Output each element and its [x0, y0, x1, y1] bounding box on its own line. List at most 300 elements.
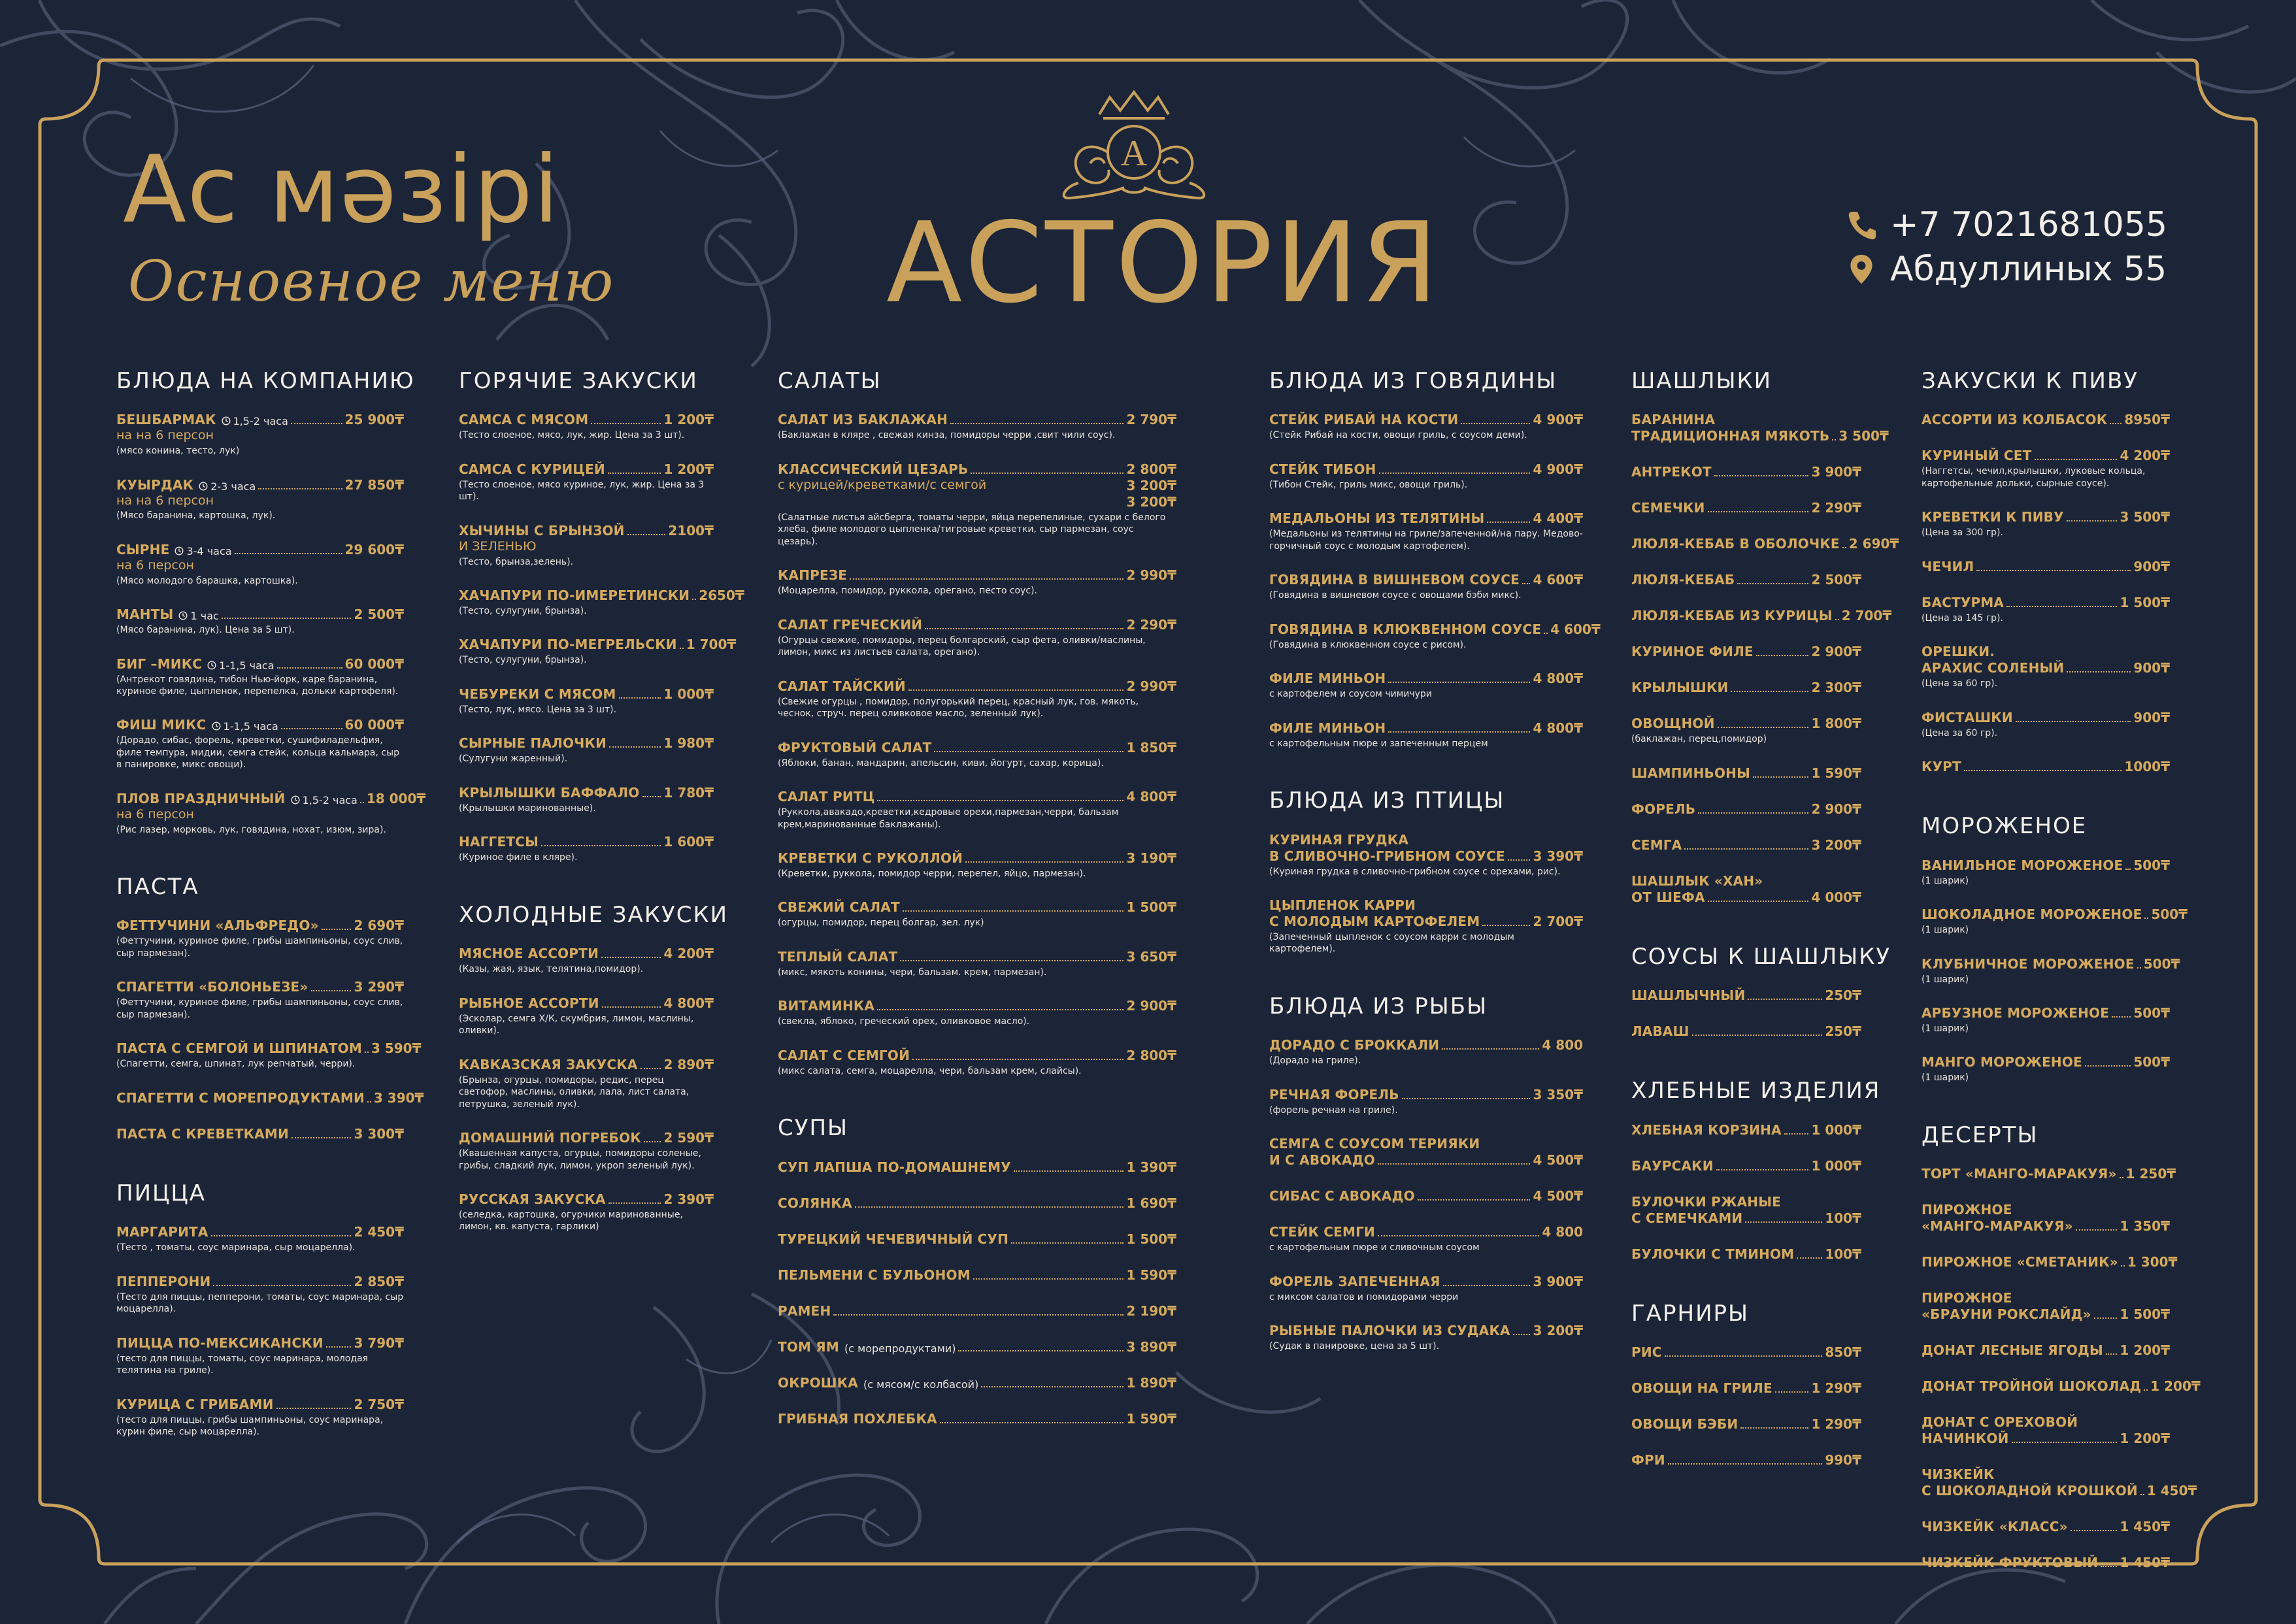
menu-item-price: 2100₸ [668, 522, 714, 539]
menu-item-price: 900₸ [2133, 558, 2170, 574]
menu-item [778, 1303, 1176, 1319]
menu-section [1631, 368, 1899, 906]
menu-item-price: 2 190₸ [1126, 1302, 1176, 1319]
menu-item-price: 1 000₸ [1811, 1157, 1861, 1174]
dot-leader [1668, 1463, 1822, 1465]
dot-leader [1835, 619, 1839, 620]
menu-item-description: (Цена за 60 гр). [1922, 727, 1998, 738]
menu-item-price: 2 390₸ [663, 1191, 714, 1207]
menu-item-name: ФОРЕЛЬ [1631, 801, 1696, 817]
menu-item-name: ДОНАТ С ОРЕХОВОЙ [1922, 1414, 2078, 1431]
menu-item-price: 900₸ [2133, 709, 2170, 725]
clock-icon [178, 611, 188, 620]
menu-item-row [1922, 1005, 2170, 1021]
menu-item-row [778, 461, 1176, 478]
menu-item [1631, 464, 1861, 480]
menu-item-description: (Мясо баранина, лук). Цена за 5 шт). [116, 625, 295, 636]
menu-item-price: 1 290₸ [1811, 1416, 1861, 1433]
menu-item-row [1922, 1483, 2197, 1499]
menu-item-row [116, 1126, 404, 1142]
menu-item-price: 1 200₸ [2120, 1342, 2170, 1359]
menu-item [1631, 1023, 1861, 1040]
menu-item-name: ФЕТТУЧИНИ «АЛЬФРЕДО» [116, 918, 319, 934]
menu-item-row [1269, 1037, 1583, 1053]
menu-item [459, 1057, 714, 1110]
dot-leader [1014, 1170, 1124, 1172]
menu-item [1631, 644, 1861, 660]
menu-item-price: 2 290₸ [1811, 500, 1861, 516]
menu-item-description: (Казы, жая, язык, телятина,помидор). [459, 964, 644, 975]
menu-item [1922, 759, 2170, 775]
menu-item-name-line2: НАЧИНКОЙ [1922, 1431, 2009, 1447]
menu-item-name: ПЛОВ ПРАЗДНИЧНЫЙ [116, 790, 286, 806]
menu-item-description: (Огурцы свежие, помидоры, перец болгарский, сыр фета, оливки/маслины, лимон, микс из листьев салата, орегано). [778, 635, 1146, 658]
dot-leader [877, 1009, 1123, 1010]
menu-item-price: 4 400₸ [1533, 510, 1583, 527]
menu-column-6 [1922, 368, 2201, 1610]
menu-item [1922, 1290, 2170, 1323]
menu-item [1631, 1246, 1861, 1263]
menu-item-name: ПИРОЖНОЕ «СМЕТАНИК» [1922, 1254, 2118, 1270]
menu-item-row [116, 1089, 424, 1106]
dot-leader [1718, 727, 1809, 728]
menu-item-row [1269, 510, 1583, 527]
menu-item-description: (Крылышки маринованные). [459, 803, 596, 814]
dot-leader [2125, 869, 2131, 870]
menu-section [1922, 1121, 2201, 1571]
dot-leader [1513, 1334, 1531, 1335]
menu-item-description: (Тесто, лук, мясо. Цена за 3 шт). [459, 704, 617, 715]
menu-item-description: (Феттучини, куриное филе, грибы шампиньоны, соус слив, сыр пармезан). [116, 936, 403, 959]
menu-item-name: КРЫЛЫШКИ [1631, 680, 1729, 696]
menu-item-description: (Медальоны из телятины на гриле/запеченной/на пару. Медово-горчичный соус с молодым картофелем). [1269, 529, 1583, 552]
menu-item-row [1922, 857, 2170, 874]
menu-item [1269, 832, 1583, 878]
menu-item-row [1922, 955, 2180, 972]
menu-item-row [1269, 461, 1583, 478]
menu-column-3 [778, 369, 1176, 1467]
menu-item-description: (Феттучини, куриное филе, грибы шампиньоны, соус слив, сыр пармезан). [116, 997, 403, 1020]
menu-item-name: КУРИНЫЙ СЕТ [1922, 448, 2032, 464]
menu-item-row [1922, 1342, 2170, 1359]
menu-item-row [459, 412, 714, 428]
clock-icon [222, 416, 231, 425]
menu-item-price: 3 200₸ [1811, 837, 1861, 853]
menu-item-name: ГОВЯДИНА В КЛЮКВЕННОМ СОУСЕ [1269, 621, 1542, 637]
menu-item-row [1631, 889, 1861, 906]
menu-item-name: ЧИЗКЕЙК «КЛАСС» [1922, 1519, 2068, 1535]
menu-item-row [1922, 509, 2170, 525]
menu-item [1631, 572, 1861, 588]
menu-item-name: ТУРЕЦКИЙ ЧЕЧЕВИЧНЫЙ СУП [778, 1231, 1009, 1247]
menu-item [116, 1040, 422, 1070]
menu-item-price: 1 500₸ [1126, 1231, 1176, 1247]
menu-item-price: 1 450₸ [2120, 1519, 2170, 1535]
menu-item-row [1631, 680, 1861, 696]
menu-item [1631, 873, 1861, 906]
dot-leader [601, 957, 661, 958]
dot-leader [291, 423, 342, 424]
menu-item [116, 1397, 404, 1438]
menu-item-price: 1 000₸ [663, 686, 714, 702]
dot-leader [1544, 633, 1548, 634]
menu-item-description: (огурцы, помидор, перец болгар, зел. лук) [778, 918, 984, 929]
menu-item-price: 3 500₸ [1838, 428, 1889, 444]
menu-item-name-line2: В СЛИВОЧНО-ГРИБНОМ СОУСЕ [1269, 848, 1505, 864]
menu-item-price: 3 590₸ [371, 1040, 422, 1057]
menu-item-price: 1 350₸ [2120, 1218, 2170, 1235]
menu-item-name: САЛАТ РИТЦ [778, 789, 875, 805]
dot-leader [281, 728, 342, 729]
menu-item [778, 1375, 1176, 1391]
dot-leader [627, 534, 666, 535]
menu-item [1631, 837, 1861, 853]
menu-item-row [1922, 1306, 2170, 1323]
menu-item-description: (мясо конина, тесто, лук) [116, 446, 240, 457]
menu-item-description: (селедка, картошка, огурчики маринованные, лимон, кв. капуста, гарлики) [459, 1209, 683, 1233]
menu-item [778, 850, 1176, 880]
menu-item-description: (1 шарик) [1922, 1023, 1969, 1034]
dot-leader [1402, 1098, 1531, 1099]
menu-section [1631, 1302, 1861, 1468]
dot-leader [211, 1235, 352, 1236]
menu-item-price: 3 900₸ [1811, 464, 1861, 480]
dot-leader [2085, 1065, 2131, 1067]
menu-item-note: (с мясом/с колбасой) [863, 1378, 979, 1391]
menu-item-price: 18 000₸ [366, 790, 426, 806]
cooking-time-text: 2-3 часа [210, 480, 256, 493]
menu-item-row [1631, 644, 1861, 660]
menu-item-price: 2 700₸ [1841, 608, 1892, 624]
menu-item-row [778, 1195, 1176, 1212]
menu-item-description: (Салатные листья айсберга, томаты черри, яйца перепелиные, сухари с белого хлеба, филе молодого цыпленка/тигровые креветки, сыр пармезан, соус цезарь). [778, 512, 1166, 547]
menu-item-price: 2 800₸ [1126, 461, 1176, 477]
menu-item-name: РИС [1631, 1344, 1662, 1361]
menu-item-price: 4 200₸ [663, 946, 714, 962]
menu-item-price: 2 890₸ [663, 1056, 714, 1072]
menu-item [1922, 1166, 2176, 1182]
menu-item-price: 4 200₸ [2120, 448, 2170, 464]
menu-item [116, 1274, 404, 1316]
menu-item-name: РУССКАЯ ЗАКУСКА [459, 1191, 606, 1207]
contact-address [1847, 250, 2167, 289]
cooking-time-text: 1 час [190, 610, 219, 623]
menu-item-price: 2 900₸ [1811, 644, 1861, 660]
dot-leader [1378, 1163, 1531, 1165]
menu-item-row [778, 1159, 1176, 1176]
dot-leader [644, 1141, 661, 1142]
menu-item-price: 27 850₸ [344, 476, 404, 493]
menu-item-price: 1 200₸ [2120, 1431, 2170, 1447]
menu-item-row [1269, 1152, 1583, 1168]
dot-leader [2094, 1317, 2118, 1319]
menu-item [778, 1231, 1176, 1248]
menu-item-row [1631, 987, 1861, 1004]
menu-item-serving: на на 6 персон [116, 493, 214, 508]
menu-item-description: (Брынза, огурцы, помидоры, редис, перец светофор, маслины, оливки, лала, лист салата, петрушка, зеленый лук). [459, 1074, 690, 1110]
menu-item-row [778, 850, 1176, 867]
menu-item-row [1631, 428, 1889, 444]
menu-item-price: 3 290₸ [354, 979, 404, 995]
menu-item [778, 1411, 1176, 1427]
menu-item-name: ОВОЩНОЙ [1631, 716, 1715, 732]
menu-item-name: ТЕПЛЫЙ САЛАТ [778, 948, 898, 965]
menu-item-name: ЧИЗКЕЙК ФРУКТОВЫЙ [1922, 1555, 2099, 1571]
menu-item-name: ДОНАТ ТРОЙНОЙ ШОКОЛАД [1922, 1378, 2142, 1395]
menu-item-description: (Сулугуни жаренный). [459, 754, 568, 765]
menu-item-price: 100₸ [1825, 1210, 1861, 1226]
menu-item-description: (Мясо молодого барашка, картошка). [116, 575, 298, 586]
menu-item-row [459, 785, 714, 801]
menu-item-row [1631, 1246, 1861, 1263]
menu-item-name: ОРЕШКИ. [1922, 644, 1995, 660]
menu-item-price: 60 000₸ [344, 717, 404, 733]
menu-item-row [116, 656, 404, 672]
menu-item-name: РЫБНЫЕ ПАЛОЧКИ ИЗ СУДАКА [1269, 1323, 1510, 1339]
menu-item-name: ОВОЩИ НА ГРИЛЕ [1631, 1380, 1772, 1397]
menu-item-name: КРЫЛЫШКИ БАФФАЛО [459, 784, 640, 801]
menu-item [116, 1224, 404, 1253]
menu-item-name: МАРГАРИТА [116, 1224, 208, 1240]
dot-leader [541, 845, 661, 846]
menu-section [116, 1182, 404, 1438]
dot-leader [850, 578, 1123, 580]
menu-item-name: КАПРЕЗЕ [778, 567, 848, 584]
menu-item-price: 1 700₸ [686, 637, 737, 653]
menu-item-name: СТЕЙК ТИБОН [1269, 461, 1376, 477]
menu-item-row [778, 1375, 1176, 1391]
dot-leader [235, 553, 342, 554]
menu-item-row [1922, 1054, 2170, 1070]
menu-item-name: НАГГЕТСЫ [459, 834, 539, 850]
menu-item-name: ПИРОЖНОЕ [1922, 1290, 2012, 1306]
section-title: СУПЫ [778, 1115, 849, 1142]
menu-item-name: ХАЧАПУРИ ПО-ИМЕРЕТИНСКИ [459, 588, 690, 604]
menu-item-name: КЛАССИЧЕСКИЙ ЦЕЗАРЬ [778, 461, 969, 477]
section-title: ДЕСЕРТЫ [1922, 1121, 2038, 1148]
dot-leader [1388, 731, 1530, 733]
menu-item [778, 567, 1176, 597]
menu-item-price: 2 850₸ [354, 1273, 404, 1289]
menu-section [778, 1116, 1176, 1427]
menu-item [778, 617, 1176, 659]
menu-item-description: (Тесто, сулугуни, брынза). [459, 606, 587, 617]
menu-item [459, 1191, 714, 1233]
menu-item [778, 1339, 1176, 1355]
menu-item [459, 735, 714, 765]
menu-item-name: КРЕВЕТКИ С РУКОЛЛОЙ [778, 850, 963, 867]
menu-item-description: (Цена за 60 гр). [1922, 678, 1998, 689]
variant-price: 3 200₸ [1126, 493, 1176, 510]
menu-item-price: 2 500₸ [354, 606, 404, 623]
menu-item-description: (Эсколар, семга Х/К, скумбрия, лимон, маслины, оливки). [459, 1013, 694, 1036]
menu-item [1631, 1122, 1861, 1138]
phone-number[interactable]: +7 7021681055 [1890, 205, 2168, 244]
dot-leader [222, 618, 352, 619]
menu-item-name: БУЛОЧКИ РЖАНЫЕ [1631, 1193, 1782, 1210]
menu-item-row [778, 1411, 1176, 1427]
menu-item [1631, 1194, 1861, 1227]
menu-item [1631, 987, 1861, 1004]
menu-item-row [1269, 621, 1601, 638]
menu-item-row [1922, 412, 2170, 428]
dot-leader [1522, 583, 1530, 584]
menu-item-price: 3 390₸ [373, 1089, 424, 1106]
menu-item [1631, 608, 1892, 624]
menu-item-row [116, 979, 404, 995]
menu-item [1922, 595, 2170, 624]
dot-leader [1698, 812, 1808, 814]
menu-item-row [1269, 572, 1583, 588]
dot-leader [1731, 691, 1808, 692]
menu-item-row [459, 686, 714, 703]
menu-item [116, 717, 404, 771]
menu-item-price: 3 890₸ [1126, 1338, 1176, 1355]
menu-item-price: 1 500₸ [1126, 899, 1176, 916]
menu-item-name: ЛЮЛЯ-КЕБАБ ИЗ КУРИЦЫ [1631, 608, 1833, 624]
dot-leader [1753, 776, 1808, 778]
menu-item-name-line2: И С АВОКАДО [1269, 1152, 1375, 1168]
menu-item-row [1631, 608, 1892, 624]
dot-leader [1692, 1035, 1823, 1036]
menu-item [1922, 1519, 2170, 1535]
menu-item-name: ПЕЛЬМЕНИ С БУЛЬОНОМ [778, 1267, 971, 1283]
menu-item-name: ГОВЯДИНА В ВИШНЕВОМ СОУСЕ [1269, 572, 1520, 588]
menu-section [116, 368, 426, 836]
menu-item-name: САЛАТ ТАЙСКИЙ [778, 678, 906, 694]
section-title: ЗАКУСКИ К ПИВУ [1922, 368, 2139, 394]
cooking-time [222, 415, 288, 428]
dot-leader [940, 1422, 1124, 1423]
location-pin-icon [1847, 254, 1876, 285]
menu-item-price: 2 900₸ [1126, 998, 1176, 1014]
dot-leader [908, 689, 1124, 691]
menu-item-description: с миксом салатов и помидорами черри [1269, 1291, 1459, 1302]
menu-item [459, 1130, 714, 1172]
menu-item [1631, 680, 1861, 696]
dot-leader [360, 802, 364, 803]
dot-leader [1714, 475, 1809, 476]
menu-item-name: БИГ –МИКС [116, 655, 203, 672]
dot-leader [276, 1408, 352, 1409]
menu-item-row [459, 1130, 714, 1146]
menu-item [778, 1267, 1176, 1284]
menu-item [1922, 412, 2170, 428]
menu-column-5 [1631, 368, 1899, 1508]
menu-item-description: (1 шарик) [1922, 925, 1969, 936]
menu-item-name: ВИТАМИНКА [778, 998, 875, 1014]
dot-leader [2016, 721, 2131, 722]
menu-item-price: 2 700₸ [1533, 914, 1583, 929]
menu-item-price: 1 390₸ [1126, 1159, 1176, 1175]
menu-item [1631, 500, 1861, 516]
menu-item-name-line2: ОТ ШЕФА [1631, 889, 1705, 905]
menu-item [1269, 1224, 1583, 1253]
menu-item-price: 3 790₸ [354, 1334, 404, 1351]
section-title: ХОЛОДНЫЕ ЗАКУСКИ [459, 901, 729, 928]
menu-item-price: 850₸ [1825, 1344, 1861, 1361]
dot-leader [1842, 547, 1846, 548]
menu-item-name: ДОНАТ ЛЕСНЫЕ ЯГОДЫ [1922, 1342, 2103, 1359]
menu-item-name: ЛЮЛЯ-КЕБАБ [1631, 572, 1735, 588]
menu-item-price: 4 800₸ [663, 995, 714, 1011]
dot-leader [1745, 1221, 1822, 1223]
menu-item-price: 29 600₸ [344, 541, 404, 557]
dot-leader [833, 1314, 1123, 1316]
menu-item-row [778, 1231, 1176, 1248]
dot-leader [608, 472, 661, 474]
menu-item-row [1922, 1254, 2178, 1270]
menu-item-description: (форель речная на гриле). [1269, 1104, 1398, 1116]
section-title: БЛЮДА ИЗ ГОВЯДИНЫ [1269, 368, 1557, 394]
menu-item [1922, 1005, 2170, 1035]
contact-phone[interactable] [1847, 205, 2168, 244]
menu-item-name: СПАГЕТТИ «БОЛОНЬЕЗЕ» [116, 979, 308, 995]
menu-item-row [1631, 1023, 1861, 1040]
menu-item-name: СЕМЕЧКИ [1631, 500, 1705, 516]
menu-item-row [1922, 906, 2188, 923]
menu-item-description: (Креветки, руккола, помидор черри, перепел, яйцо, пармезан). [778, 869, 1086, 880]
dot-leader [877, 800, 1123, 801]
section-title: МОРОЖЕНОЕ [1922, 813, 2088, 840]
menu-item-price: 4 600₸ [1550, 621, 1601, 637]
section-title: СОУСЫ К ШАШЛЫКУ [1631, 943, 1891, 970]
menu-item [459, 412, 714, 441]
menu-section [778, 369, 1176, 1077]
dot-leader [591, 423, 661, 424]
menu-item-row [459, 637, 737, 653]
menu-item-price: 8950₸ [2124, 412, 2170, 428]
menu-item-name: ОКРОШКА [778, 1374, 858, 1391]
menu-item-price: 1 300₸ [2127, 1254, 2178, 1270]
menu-item-price: 500₸ [2133, 1005, 2170, 1021]
dot-leader [934, 751, 1123, 752]
menu-item [778, 740, 1176, 769]
dot-leader [608, 1202, 661, 1204]
menu-item-name: ЧИЗКЕЙК [1922, 1467, 1995, 1483]
menu-item-row [1922, 1555, 2170, 1571]
menu-item-description: (Рис лазер, морковь, лук, говядина, нохат, изюм, зира). [116, 824, 386, 835]
menu-item [778, 998, 1176, 1027]
dot-leader [2101, 1566, 2117, 1567]
menu-item [778, 412, 1176, 441]
dot-leader [2110, 423, 2121, 424]
menu-item-name: КУРТ [1922, 759, 1961, 775]
menu-item-name: ХАЧАПУРИ ПО-МЕГРЕЛЬСКИ [459, 637, 677, 653]
dot-leader [958, 1350, 1123, 1351]
menu-item-price: 2 690₸ [1848, 536, 1899, 552]
menu-item-name: ШАШЛЫК «ХАН» [1631, 872, 1763, 889]
menu-section [1631, 1078, 1881, 1262]
menu-item-description: (микс салата, семга, моцарелла, чери, бальзам крем, слайсы). [778, 1065, 1082, 1076]
dot-leader [602, 1006, 661, 1008]
menu-item [778, 1159, 1176, 1176]
menu-item-row [1269, 848, 1583, 865]
menu-item-price: 2 750₸ [354, 1396, 404, 1412]
menu-item-description: (Руккола,авакадо,креветки,кедровые орехи,пармезан,черри, бальзам крем,маринованные баклажаны). [778, 807, 1119, 830]
menu-item-name-line2: АРАХИС СОЛЕНЫЙ [1922, 660, 2065, 676]
menu-section [1269, 789, 1583, 955]
variant-price: 3 200₸ [1126, 477, 1176, 493]
menu-item-row [116, 1274, 404, 1290]
menu-column-2 [459, 368, 744, 1272]
dot-leader [1797, 1257, 1822, 1259]
clock-icon [291, 795, 300, 804]
menu-item-name: МЕДАЛЬОНЫ ИЗ ТЕЛЯТИНЫ [1269, 510, 1485, 527]
menu-item [1922, 1378, 2201, 1395]
dot-leader [2012, 1442, 2118, 1443]
menu-item-name: САЛАТ ИЗ БАКЛАЖАН [778, 412, 948, 428]
